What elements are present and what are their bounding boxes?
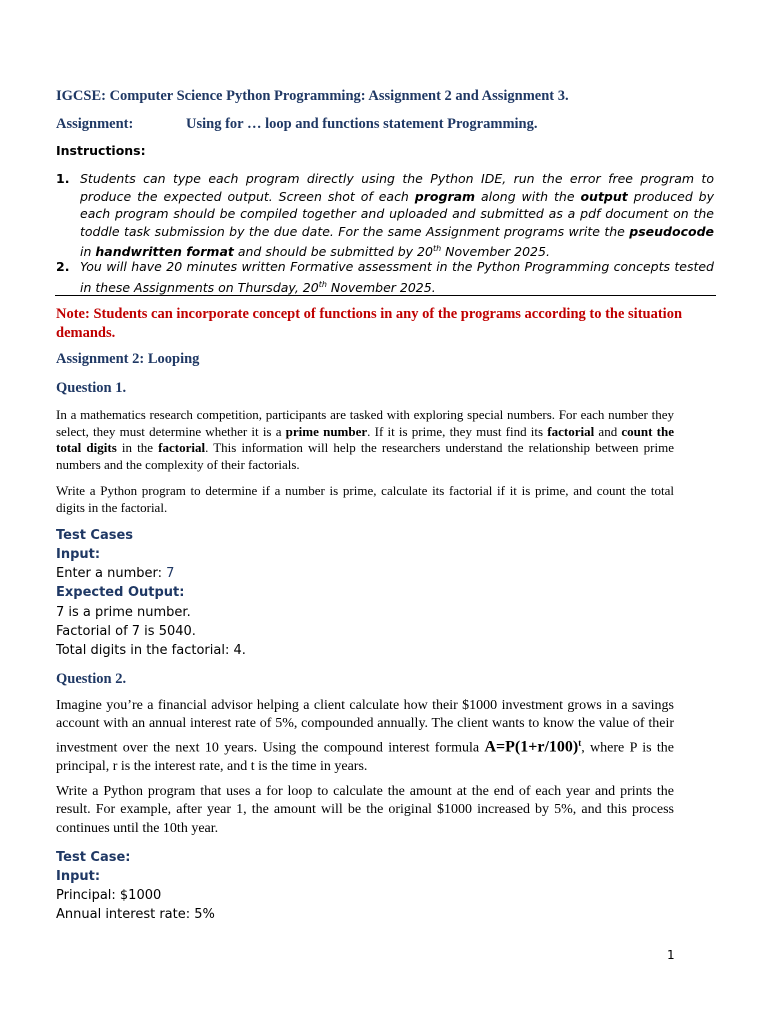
page-number: 1 bbox=[667, 948, 675, 962]
interest-rate-line: Annual interest rate: 5% bbox=[56, 907, 215, 922]
assignment2-heading: Assignment 2: Looping bbox=[56, 351, 200, 367]
principal-line: Principal: $1000 bbox=[56, 888, 162, 903]
input-label: Input: bbox=[56, 547, 101, 562]
instructions-heading: Instructions: bbox=[56, 143, 146, 158]
instruction-text: You will have 20 minutes written Formative assessment in the Python Programming concepts tested in these Assignments on Thursday, 20th November 2025. bbox=[80, 259, 714, 295]
functions-note: Note: Students can incorporate concept of functions in any of the programs according to the situation demands. bbox=[56, 306, 683, 341]
test-case-heading: Test Case: bbox=[56, 850, 131, 865]
instruction-item bbox=[56, 170, 714, 261]
question1-heading: Question 1. bbox=[56, 380, 127, 396]
input-label: Input: bbox=[56, 869, 101, 884]
assignment-topic: Using for … loop and functions statement Programming. bbox=[186, 116, 538, 132]
question2-heading: Question 2. bbox=[56, 671, 127, 687]
question2-paragraph: Imagine you’re a financial advisor helping a client calculate how their $1000 investment grows in a savings account with an annual interest rate of 5%, compounded annually. The client wants to know the value of their investment over the next 10 years. Using the compound interest formula $A=P(1+r/100)^t$, where P is the principal, r is the interest rate, and t is the time in years. bbox=[56, 698, 674, 774]
instruction-text: Students can type each program directly using the Python IDE, run the error free program to produce the expected output. Screen shot of each program along with the output produced by each program should be compiled together and uploaded and submitted as a pdf document on the toddle task submission by the due date. For the same Assignment programs write the pseudocode in handwritten format and should be submitted by 20th November 2025. bbox=[80, 171, 715, 260]
instruction-item bbox=[56, 258, 714, 296]
output-line: Total digits in the factorial: 4. bbox=[56, 643, 246, 658]
document-title: IGCSE: Computer Science Python Programming: Assignment 2 and Assignment 3. bbox=[56, 88, 569, 104]
instruction-number: 2. bbox=[56, 259, 70, 274]
question1-paragraph: In a mathematics research competition, participants are tasked with exploring special numbers. For each number they select, they must determine whether it is a prime number. If it is prime, they must find its factorial and count the total digits in the factorial. This information will help the researchers understand the relationship between prime numbers and the complexity of their factorials. bbox=[56, 407, 675, 472]
output-line: Factorial of 7 is 5040. bbox=[56, 624, 196, 639]
expected-output-label: Expected Output: bbox=[56, 585, 185, 600]
test-cases-heading: Test Cases bbox=[56, 528, 134, 543]
question2-task: Write a Python program that uses a for loop to calculate the amount at the end of each year and prints the result. For example, after year 1, the amount will be the original $1000 increased by 5%, and this process continues until the 10th year. bbox=[56, 784, 674, 836]
question1-task: Write a Python program to determine if a number is prime, calculate its factorial if it is prime, and count the total digits in the factorial. bbox=[56, 483, 674, 515]
instruction-number: 1. bbox=[56, 171, 70, 186]
input-line: Enter a number: 7 bbox=[56, 566, 175, 581]
horizontal-divider bbox=[55, 295, 716, 296]
compound-interest-formula: A=P(1+r/100) bbox=[484, 738, 579, 756]
output-line: 7 is a prime number. bbox=[56, 605, 191, 620]
input-value: 7 bbox=[166, 566, 175, 581]
assignment-label: Assignment: bbox=[56, 116, 134, 132]
